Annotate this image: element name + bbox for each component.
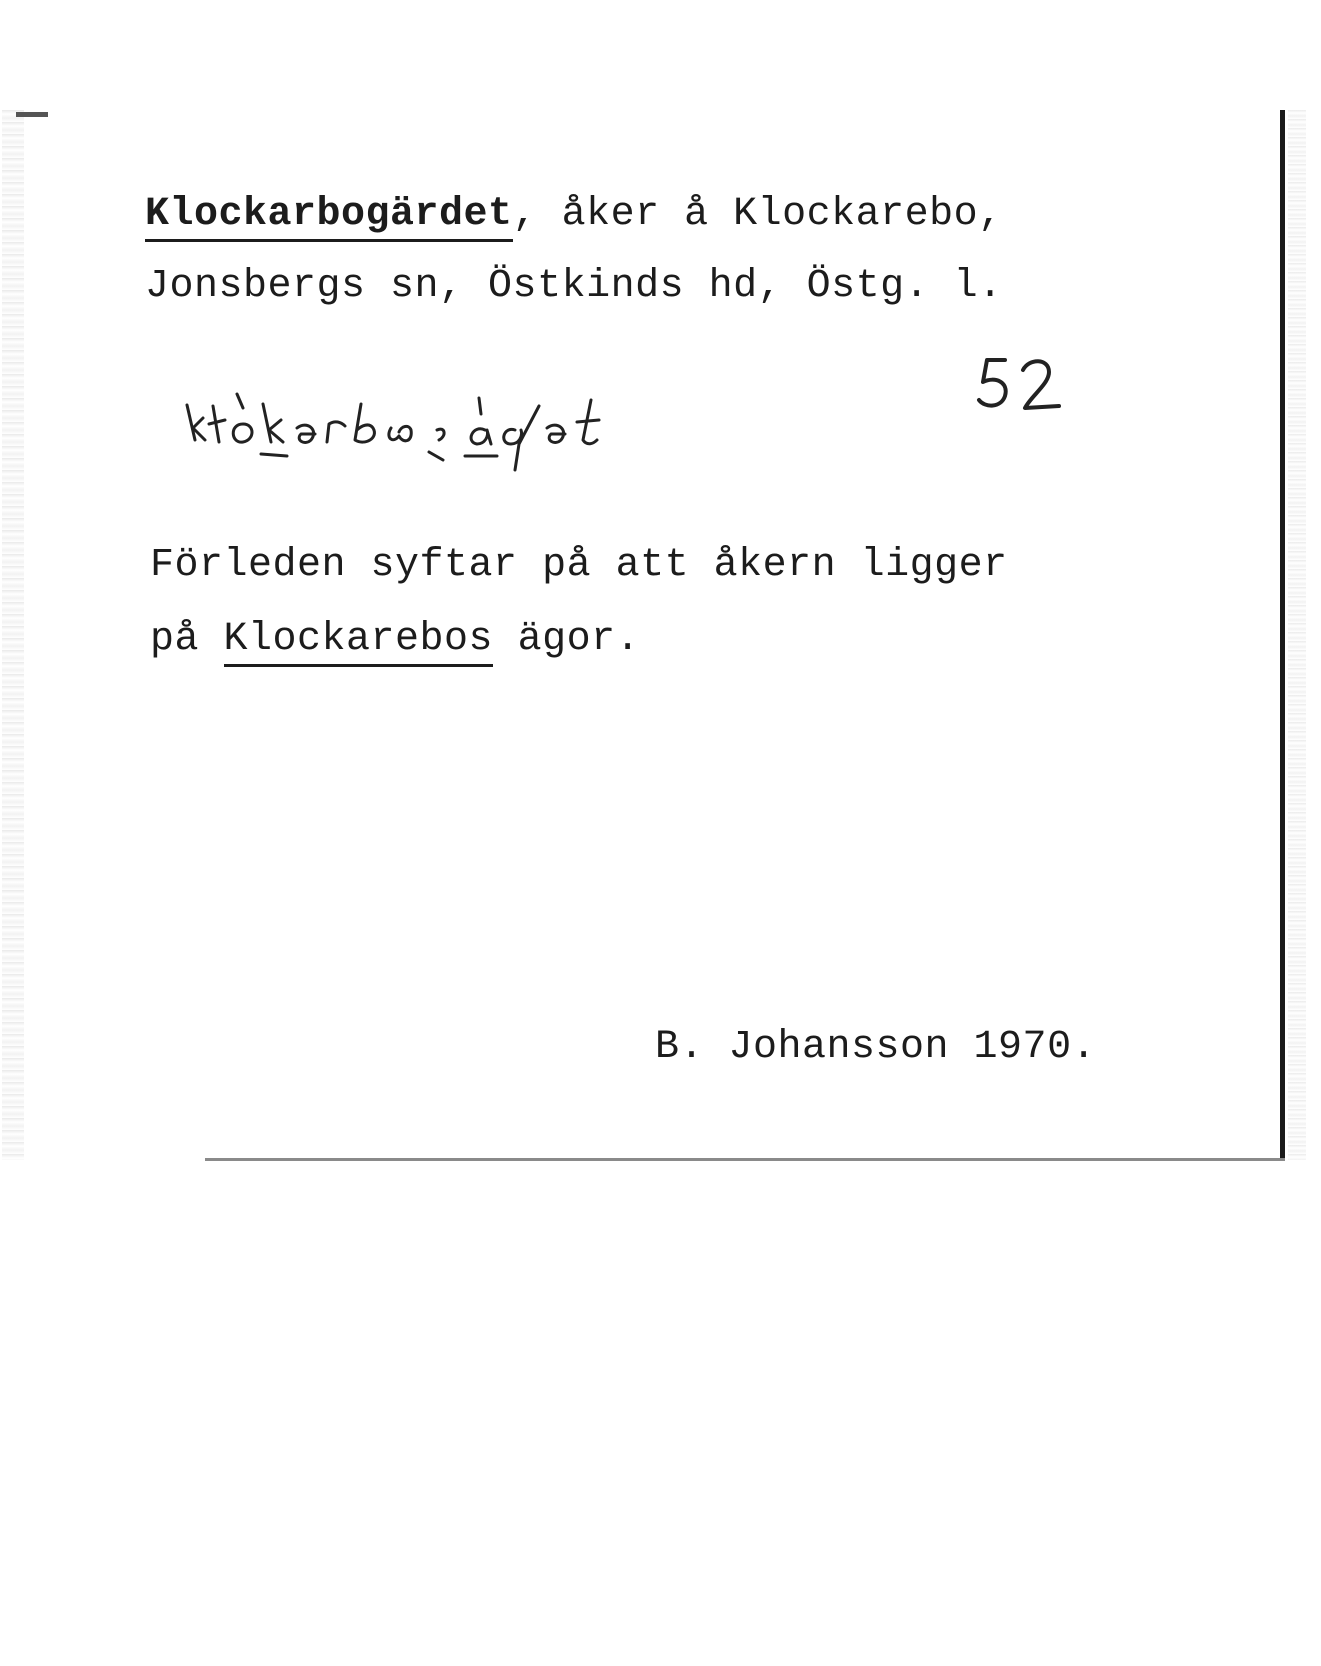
location-line: Jonsbergs sn, Östkinds hd, Östg. l. bbox=[145, 264, 1003, 309]
card-left-edge bbox=[2, 110, 24, 1160]
card-number-handwritten bbox=[975, 350, 1075, 420]
explanation-line-2 bbox=[150, 617, 641, 662]
explanation-line-1: Förleden syftar på att åkern ligger bbox=[150, 543, 1008, 588]
place-reference: Klockarebos bbox=[224, 617, 494, 667]
headword-rest: , åker å Klockarebo, bbox=[512, 192, 1003, 237]
card-right-edge bbox=[1280, 110, 1285, 1160]
card-right-shadow bbox=[1288, 110, 1306, 1160]
card-bottom-edge bbox=[205, 1158, 1285, 1161]
explanation-suffix: ägor. bbox=[493, 617, 641, 662]
signature: B. Johansson 1970. bbox=[655, 1025, 1097, 1070]
phonetic-transcription-handwritten bbox=[185, 380, 765, 490]
explanation-prefix: på bbox=[150, 617, 224, 662]
headword: Klockarbogärdet bbox=[145, 192, 513, 242]
card-left-mark bbox=[16, 112, 48, 117]
headword-line bbox=[145, 192, 1003, 237]
